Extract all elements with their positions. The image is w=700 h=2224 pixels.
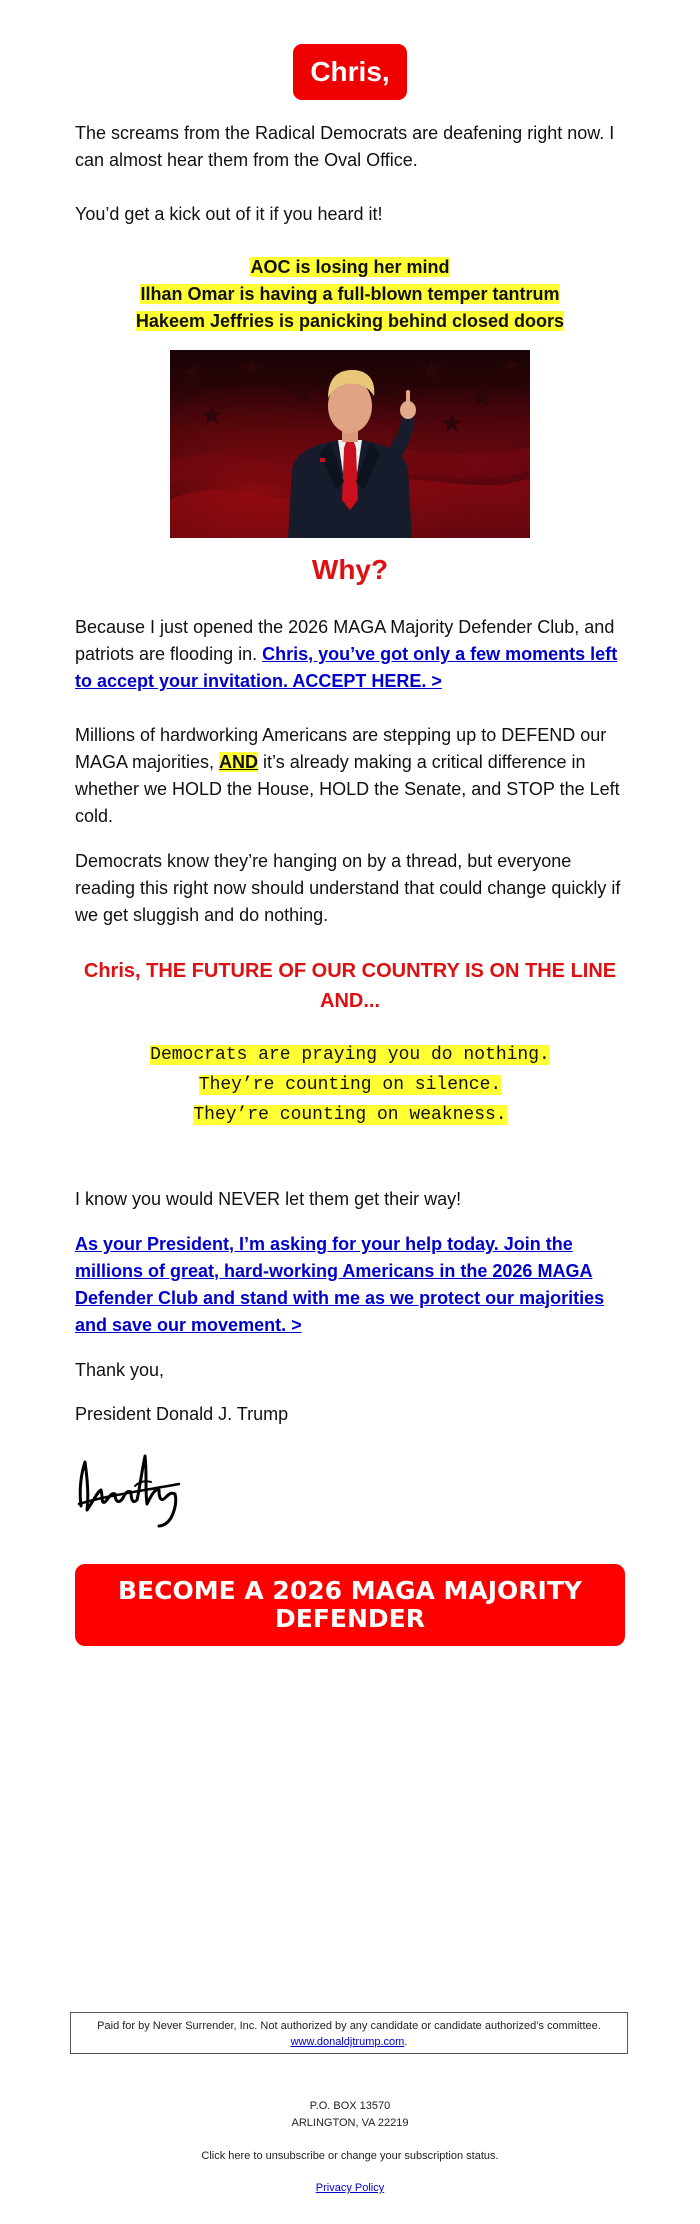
body-section bbox=[75, 614, 625, 929]
privacy-policy-wrapper bbox=[75, 2180, 625, 2197]
intro-paragraph-2: You’d get a kick out of it if you heard it! bbox=[75, 204, 383, 224]
signature-image bbox=[75, 1446, 185, 1530]
flag-star-icon: ★ bbox=[200, 400, 224, 430]
mono-callout bbox=[75, 1040, 625, 1130]
join-paragraph bbox=[75, 1231, 625, 1339]
future-heading: Chris, THE FUTURE OF OUR COUNTRY IS ON THE LINE AND... bbox=[83, 960, 617, 1012]
highlight-list bbox=[75, 254, 625, 335]
president-figure bbox=[170, 350, 530, 538]
become-defender-button[interactable]: BECOME A 2026 MAGA MAJORITY DEFENDER bbox=[75, 1564, 625, 1646]
flag-star-icon: ★ bbox=[440, 408, 464, 438]
never-paragraph: I know you would NEVER let them get their way! bbox=[75, 1189, 462, 1209]
majorities-paragraph: Millions of hardworking Americans are stepping up to DEFEND our MAGA majorities, AND it’s already making a critical difference in whether we HOLD the House, HOLD the Senate, and STOP the Left cold. bbox=[75, 725, 620, 826]
flag-star-icon: ★ bbox=[420, 354, 444, 384]
join-club-link[interactable]: As your President, I’m asking for your help today. Join the millions of great, hard-working Americans in the 2026 MAGA Defender Club and stand with me as we protect our majorities and save our movement. > bbox=[75, 1234, 605, 1335]
mailing-address: P.O. BOX 13570 ARLINGTON, VA 22219 bbox=[291, 2100, 409, 2129]
flag-star-icon: ★ bbox=[500, 350, 524, 380]
signer-name: President Donald J. Trump bbox=[75, 1404, 289, 1424]
why-heading: Why? bbox=[311, 554, 389, 585]
intro-paragraph-1: The screams from the Radical Democrats are deafening right now. I can almost hear them from the Oval Office. bbox=[75, 123, 615, 170]
thank-you-text: Thank you, bbox=[75, 1360, 165, 1380]
greeting-badge bbox=[293, 44, 407, 100]
hero-image[interactable] bbox=[170, 350, 530, 538]
flag-star-icon: ★ bbox=[182, 358, 206, 388]
democrats-paragraph: Democrats know they’re hanging on by a thread, but everyone reading this right now should understand that could change quickly if we get sluggish and do nothing. bbox=[75, 851, 621, 925]
mono-line: They’re counting on weakness. bbox=[193, 1105, 507, 1125]
highlight-line: AOC is losing her mind bbox=[250, 257, 450, 277]
flag-star-icon: ★ bbox=[470, 382, 494, 412]
mono-line: Democrats are praying you do nothing. bbox=[150, 1045, 550, 1065]
closing-section bbox=[75, 1186, 625, 1428]
intro-section bbox=[75, 120, 625, 228]
website-link[interactable]: www.donaldjtrump.com bbox=[290, 2036, 405, 2048]
greeting-text: Chris, bbox=[310, 56, 390, 87]
accept-invitation-link[interactable]: Chris, you’ve got only a few moments left to accept your invitation. ACCEPT HERE. > bbox=[75, 644, 618, 691]
and-emphasis: AND bbox=[219, 752, 259, 772]
privacy-policy-link[interactable]: Privacy Policy bbox=[315, 2182, 385, 2194]
flag-star-icon: ★ bbox=[290, 378, 314, 408]
unsubscribe-link[interactable]: Click here to unsubscribe or change your subscription status. bbox=[201, 2150, 499, 2162]
flag-star-icon: ★ bbox=[240, 352, 264, 382]
paid-for-disclaimer: Paid for by Never Surrender, Inc. Not authorized by any candidate or candidate authorized’s committee. www.donaldjtrump.com. bbox=[70, 2012, 628, 2054]
mono-line: They’re counting on silence. bbox=[198, 1075, 502, 1095]
club-paragraph: Because I just opened the 2026 MAGA Majority Defender Club, and patriots are flooding in. Chris, you’ve got only a few moments left to accept your invitation. ACCEPT HERE. > bbox=[75, 617, 618, 691]
highlight-line: Ilhan Omar is having a full-blown temper tantrum bbox=[140, 284, 560, 304]
highlight-line: Hakeem Jeffries is panicking behind closed doors bbox=[135, 311, 565, 331]
